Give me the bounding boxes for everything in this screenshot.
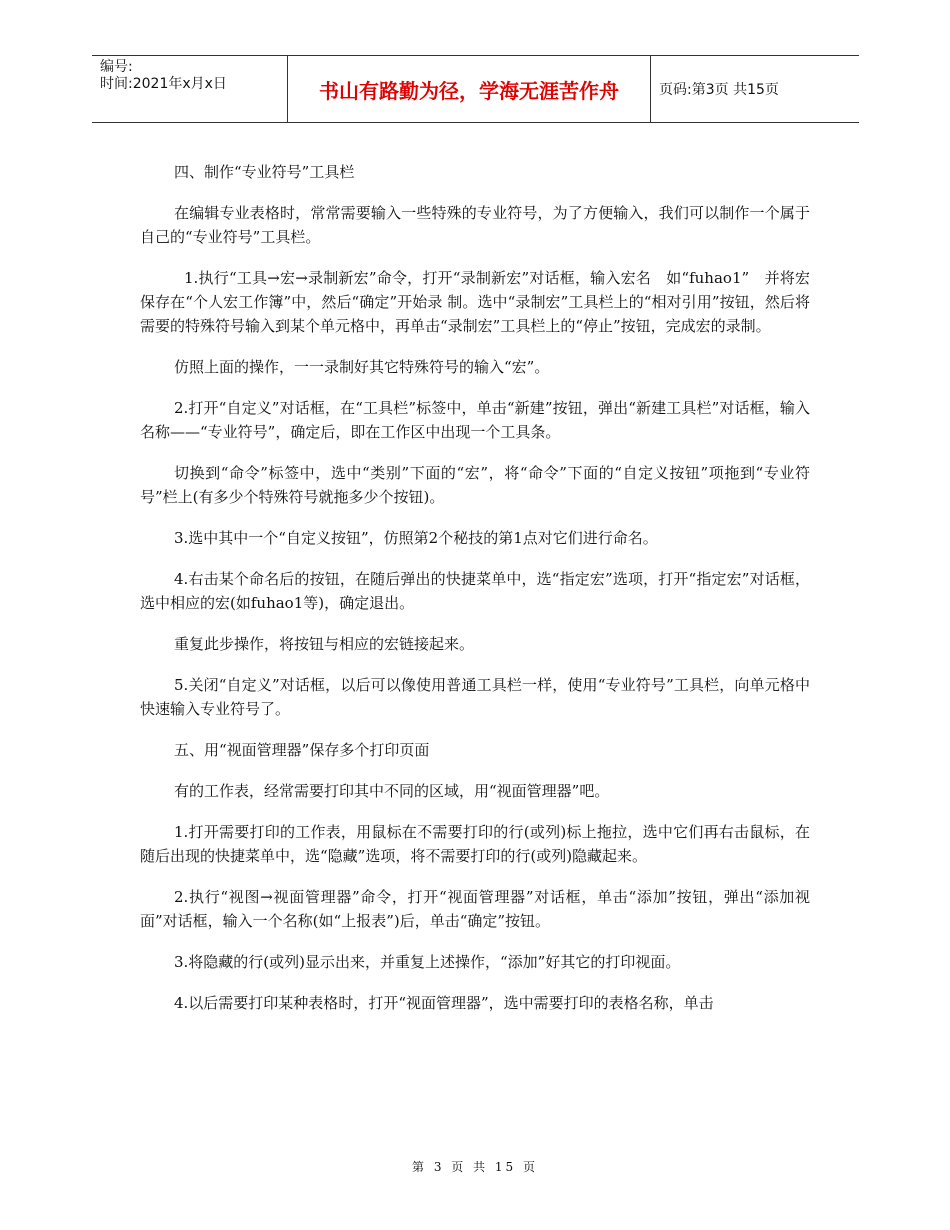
- paragraph: 切换到“命令”标签中，选中“类别”下面的“宏”，将“命令”下面的“自定义按钮”项拖到“专业符号”栏上(有多少个特殊符号就拖多少个按钮)。: [140, 464, 810, 506]
- document-body: [140, 160, 810, 1032]
- paragraph: 在编辑专业表格时，常常需要输入一些特殊的专业符号，为了方便输入，我们可以制作一个属于自己的“专业符号”工具栏。: [140, 204, 810, 246]
- section-heading: 四、制作“专业符号”工具栏: [174, 163, 355, 181]
- paragraph: 4.以后需要打印某种表格时，打开“视面管理器”，选中需要打印的表格名称，单击: [174, 994, 714, 1012]
- paragraph: 1.打开需要打印的工作表，用鼠标在不需要打印的行(或列)标上拖拉，选中它们再右击鼠标，在随后出现的快捷菜单中，选“隐藏”选项，将不需要打印的行(或列)隐藏起来。: [140, 823, 810, 865]
- section-heading: 五、用“视面管理器”保存多个打印页面: [174, 741, 430, 759]
- header-meta: [100, 56, 285, 125]
- paragraph: 3.将隐藏的行(或列)显示出来，并重复上述操作，“添加”好其它的打印视面。: [174, 953, 681, 971]
- paragraph: 1.执行“工具→宏→录制新宏”命令，打开“录制新宏”对话框，输入宏名 如“fuhao1” 并将宏保存在“个人宏工作簿”中，然后“确定”开始录 制。选中“录制宏”工具栏上的“相对引用”按钮，然后将需要的特殊符号输入到某个单元格中，再单击“录制宏”工具栏上的“停止”按钮，完成宏的录制。: [140, 269, 810, 335]
- paragraph: 仿照上面的操作，一一录制好其它特殊符号的输入“宏”。: [174, 358, 550, 376]
- header-page-info: 页码:第3页 共15页: [659, 82, 779, 98]
- paragraph: 5.关闭“自定义”对话框，以后可以像使用普通工具栏一样，使用“专业符号”工具栏，向单元格中快速输入专业符号了。: [140, 676, 810, 718]
- paragraph: 有的工作表，经常需要打印其中不同的区域，用“视面管理器”吧。: [174, 782, 610, 800]
- page-footer: 第 3 页 共 15 页: [412, 1160, 538, 1174]
- document-number-label: 编号:: [100, 59, 133, 75]
- paragraph: 4.右击某个命名后的按钮，在随后弹出的快捷菜单中，选“指定宏”选项，打开“指定宏”对话框，选中相应的宏(如fuhao1等)，确定退出。: [140, 570, 810, 612]
- header-motto: 书山有路勤为径，学海无涯苦作舟: [287, 56, 651, 122]
- paragraph: 2.执行“视图→视面管理器”命令，打开“视面管理器”对话框，单击“添加”按钮，弹出“添加视面”对话框，输入一个名称(如“上报表”)后，单击“确定”按钮。: [140, 888, 810, 930]
- page-header: [92, 55, 859, 123]
- paragraph: 2.打开“自定义”对话框，在“工具栏”标签中，单击“新建”按钮，弹出“新建工具栏”对话框，输入名称——“专业符号”，确定后，即在工作区中出现一个工具条。: [140, 399, 810, 441]
- paragraph: 重复此步操作，将按钮与相应的宏链接起来。: [174, 635, 475, 653]
- paragraph: 3.选中其中一个“自定义按钮”，仿照第2个秘技的第1点对它们进行命名。: [174, 529, 658, 547]
- document-time-label: 时间:2021年x月x日: [100, 76, 227, 92]
